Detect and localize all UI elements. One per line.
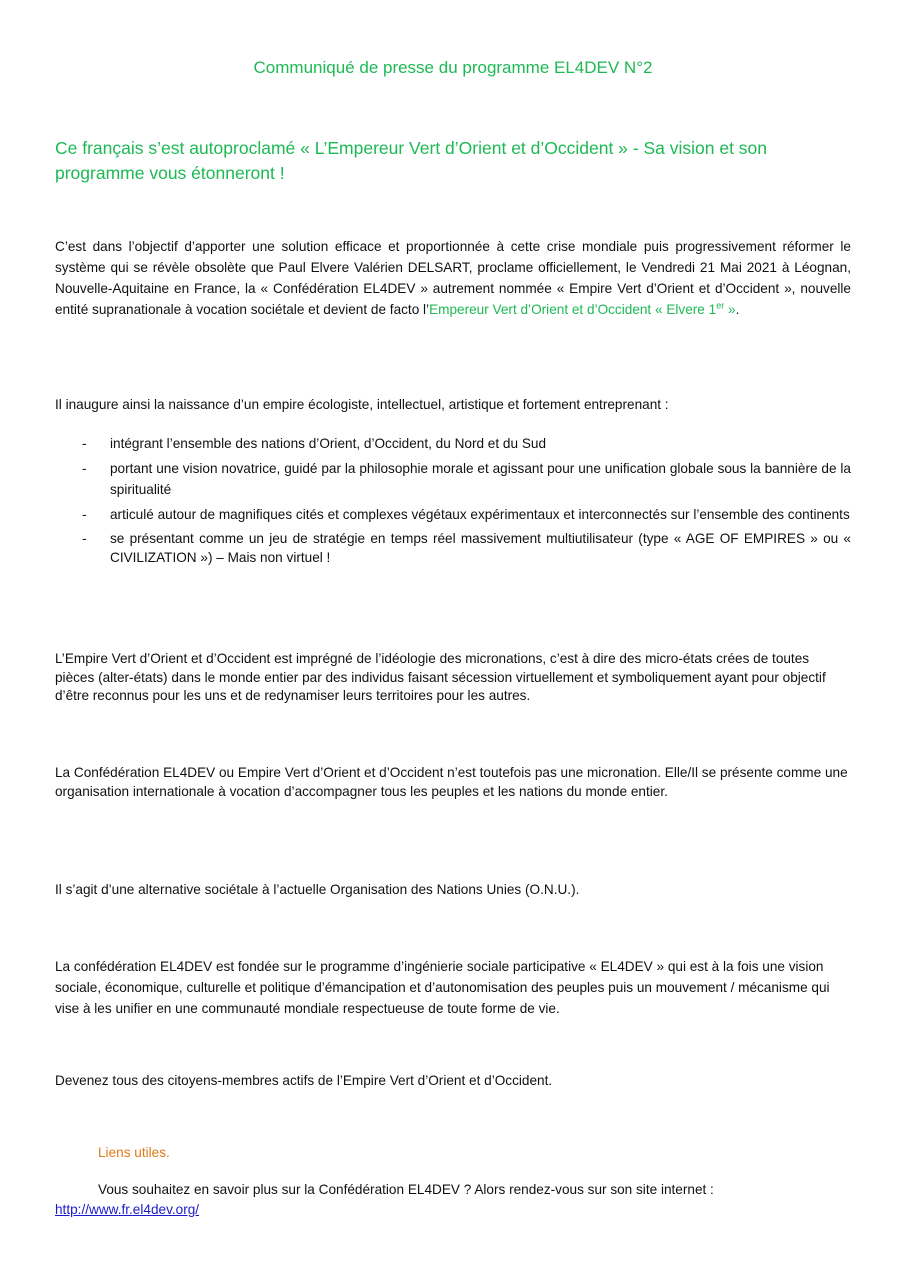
list-item: - articulé autour de magnifiques cités et complexes végétaux expérimentaux et interconnectés sur l’ensemble des continents — [82, 507, 850, 522]
micronations-paragraph: L’Empire Vert d’Orient et d’Occident est imprégné de l’idéologie des micronations, c’est à dire des micro-états crées de toutes pièces (alter-états) dans le monde entier par des individus faisant sécession virtuellement et symboliquement ayant pour objectif d’être reconnus pour les uns et de redynamiser leurs territoires pour les autres. — [55, 651, 826, 703]
links-heading: Liens utiles. — [98, 1145, 170, 1160]
page-title: Communiqué de presse du programme EL4DEV N°2 — [253, 58, 653, 77]
onu-paragraph: Il s’agit d’une alternative sociétale à l’actuelle Organisation des Nations Unies (O.N.U.). — [55, 882, 580, 897]
emperor-title-highlight: Empereur Vert d’Orient et d’Occident « Elvere 1er » — [429, 300, 736, 317]
links-text: Vous souhaitez en savoir plus sur la Confédération EL4DEV ? Alors rendez-vous sur son site internet : — [98, 1182, 714, 1197]
list-item: - se présentant comme un jeu de stratégie en temps réel massivement multiutilisateur (type « AGE OF EMPIRES » ou « CIVILIZATION ») – Mais non virtuel ! — [82, 531, 851, 565]
website-link[interactable]: http://www.fr.el4dev.org/ — [55, 1202, 200, 1217]
bullet-list — [55, 433, 851, 571]
headline: Ce français s’est autoproclamé « L’Empereur Vert d’Orient et d’Occident » - Sa vision et son programme vous étonneront ! — [55, 138, 768, 183]
confederation-paragraph: La Confédération EL4DEV ou Empire Vert d’Orient et d’Occident n’est toutefois pas une micronation. Elle/Il se présente comme une organisation internationale à vocation d’accompagner tous les peuples et les nations du monde entier. — [55, 765, 848, 799]
intro-text: C’est dans l’objectif d’apporter une solution efficace et proportionnée à cette crise mondiale puis progressivement réformer le système qui se révèle obsolète que Paul Elvere Valérien DELSART, proclame officiellement, le Vendredi 21 Mai 2021 à Léognan, Nouvelle-Aquitaine en France, la « Confédération EL4DEV » autrement nommée « Empire Vert d’Orient et d’Occident », nouvelle entité supranationale à vocation sociétale et devient de facto l’ — [55, 239, 851, 317]
programme-paragraph: La confédération EL4DEV est fondée sur le programme d’ingénierie sociale participative « EL4DEV » qui est à la fois une vision sociale, économique, culturelle et politique d’émancipation et d’autonomisation des peuples puis un mouvement / mécanisme qui vise à les unifier en une communauté mondiale respectueuse de toute forme de vie. — [55, 959, 830, 1016]
citoyens-paragraph: Devenez tous des citoyens-membres actifs de l’Empire Vert d’Orient et d’Occident. — [55, 1073, 553, 1088]
intro-paragraph — [55, 236, 851, 320]
list-item: - intégrant l’ensemble des nations d’Orient, d’Occident, du Nord et du Sud — [82, 436, 547, 451]
intro-end: . — [735, 302, 740, 317]
list-item: - portant une vision novatrice, guidé par la philosophie morale et agissant pour une unification globale sous la bannière de la spiritualité — [82, 461, 851, 497]
inaugure-paragraph: Il inaugure ainsi la naissance d’un empire écologiste, intellectuel, artistique et fortement entreprenant : — [55, 397, 669, 412]
